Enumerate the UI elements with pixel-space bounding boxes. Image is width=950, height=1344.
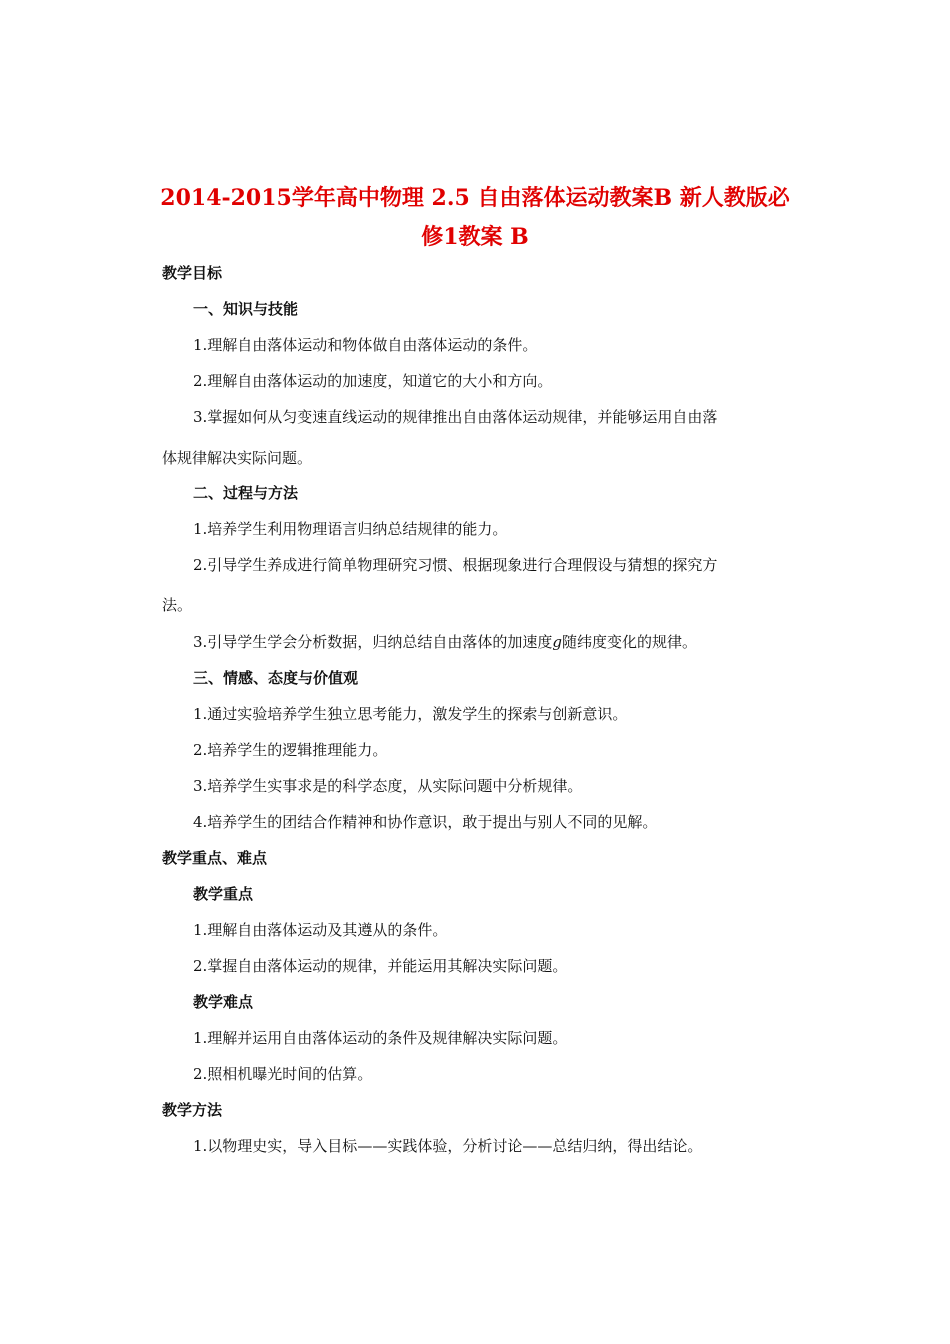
section-heading-methods: 教学方法 xyxy=(162,1101,223,1119)
process-item-3-text-b: 随纬度变化的规律。 xyxy=(561,633,697,651)
values-item-1: 1.通过实验培养学生独立思考能力，激发学生的探索与创新意识。 xyxy=(193,705,628,723)
process-item-3-text-a: 3.引导学生学会分析数据，归纳总结自由落体的加速度 xyxy=(193,633,553,651)
process-item-1: 1.培养学生利用物理语言归纳总结规律的能力。 xyxy=(193,520,508,538)
key-item-1: 1.理解自由落体运动及其遵从的条件。 xyxy=(193,921,448,939)
section-heading-objectives: 教学目标 xyxy=(162,264,223,282)
difficult-item-1: 1.理解并运用自由落体运动的条件及规律解决实际问题。 xyxy=(193,1029,568,1047)
values-item-3: 3.培养学生实事求是的科学态度，从实际问题中分析规律。 xyxy=(193,777,583,795)
knowledge-item-1: 1.理解自由落体运动和物体做自由落体运动的条件。 xyxy=(193,336,538,354)
knowledge-item-3-continuation: 体规律解决实际问题。 xyxy=(162,449,313,467)
subheading-knowledge: 一、知识与技能 xyxy=(193,300,299,318)
gravity-symbol-g: g xyxy=(552,633,562,651)
subheading-key-points: 教学重点 xyxy=(193,885,254,903)
knowledge-item-2: 2.理解自由落体运动的加速度，知道它的大小和方向。 xyxy=(193,372,553,390)
subheading-difficult-points: 教学难点 xyxy=(193,993,254,1011)
knowledge-item-3: 3.掌握如何从匀变速直线运动的规律推出自由落体运动规律，并能够运用自由落 xyxy=(193,408,718,426)
process-item-2-continuation: 法。 xyxy=(162,596,193,614)
values-item-2: 2.培养学生的逻辑推理能力。 xyxy=(193,741,388,759)
subheading-process: 二、过程与方法 xyxy=(193,484,299,502)
document-title-line-1: 2014-2015学年高中物理 2.5 自由落体运动教案B 新人教版必 xyxy=(160,185,790,211)
section-heading-key-difficult: 教学重点、难点 xyxy=(162,849,268,867)
subheading-values: 三、情感、态度与价值观 xyxy=(193,669,359,687)
document-title-line-2: 修1教案 B xyxy=(421,224,529,250)
methods-item-1: 1.以物理史实，导入目标——实践体验，分析讨论——总结归纳，得出结论。 xyxy=(193,1137,703,1155)
process-item-2: 2.引导学生养成进行简单物理研究习惯、根据现象进行合理假设与猜想的探究方 xyxy=(193,556,718,574)
values-item-4: 4.培养学生的团结合作精神和协作意识，敢于提出与别人不同的见解。 xyxy=(193,813,658,831)
key-item-2: 2.掌握自由落体运动的规律，并能运用其解决实际问题。 xyxy=(193,957,568,975)
difficult-item-2: 2.照相机曝光时间的估算。 xyxy=(193,1065,373,1083)
process-item-3 xyxy=(193,631,697,653)
